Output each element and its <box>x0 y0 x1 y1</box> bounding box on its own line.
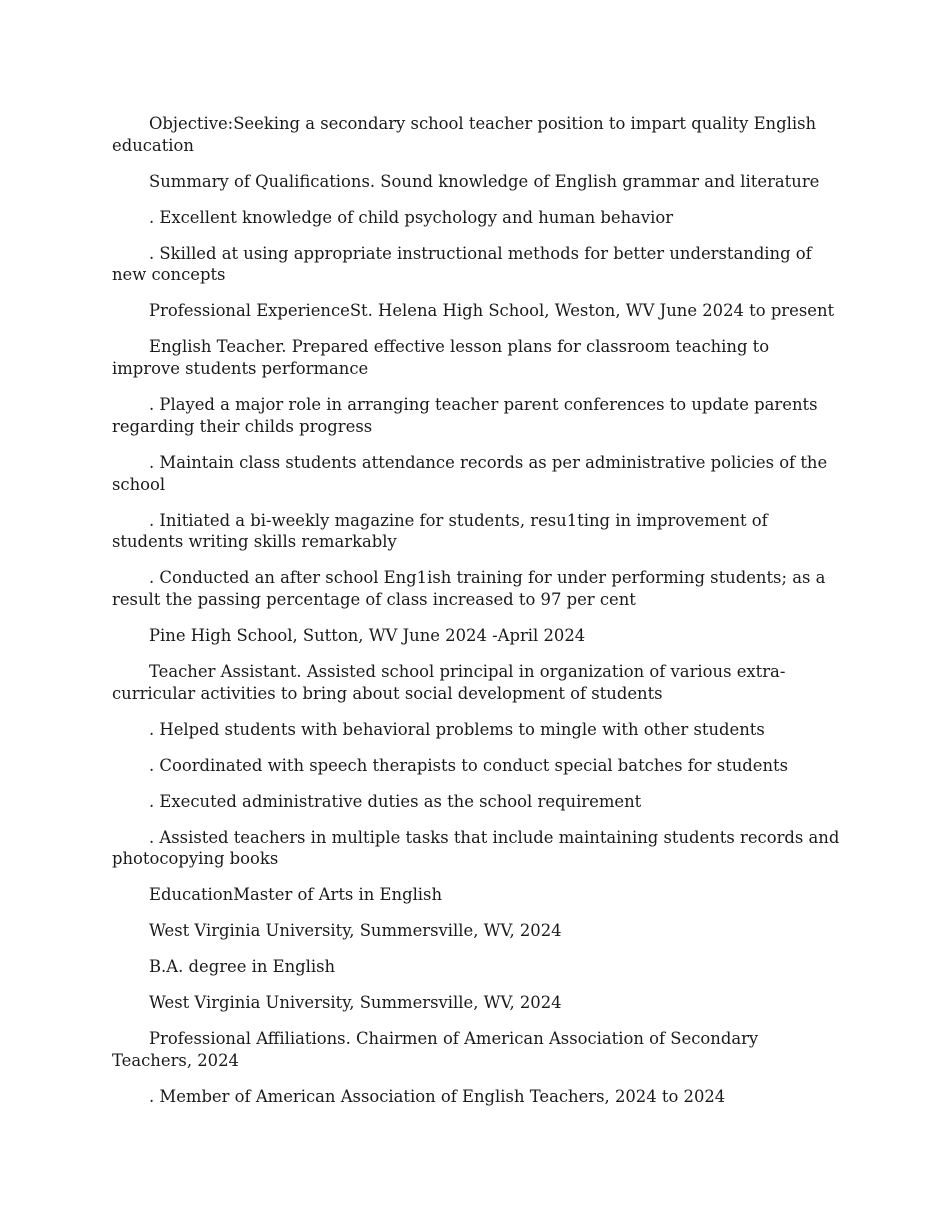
experience-item: . Played a major role in arranging teacher parent conferences to update parents regarding their childs progress <box>112 395 818 436</box>
experience-item: . Initiated a bi-weekly magazine for students, resu1ting in improvement of students writing skills remarkably <box>112 510 768 552</box>
affiliations-heading: Professional Affiliations. Chairmen of American Association of Secondary Teachers, 2024 <box>112 1029 759 1071</box>
experience-item: . Conducted an after school Eng1ish training for under performing students; as a result the passing percentage of class increased to 97 per cent <box>112 568 826 609</box>
education-item: B.A. degree in English <box>149 957 336 977</box>
experience-item: Teacher Assistant. Assisted school principal in organization of various extra-curricular activities to bring about social development of students <box>112 661 786 703</box>
experience-item: . Executed administrative duties as the school requirement <box>149 791 642 811</box>
education-heading: EducationMaster of Arts in English <box>149 885 443 905</box>
resume-body <box>112 113 840 1122</box>
affiliation-item: . Member of American Association of English Teachers, 2024 to 2024 <box>149 1087 726 1107</box>
experience-item: English Teacher. Prepared effective lesson plans for classroom teaching to improve students performance <box>112 337 770 379</box>
employer-line: Pine High School, Sutton, WV June 2024 -April 2024 <box>149 625 586 645</box>
qualifications-summary: Summary of Qualifications. Sound knowledge of English grammar and literature <box>149 171 820 191</box>
qualification-item: . Skilled at using appropriate instructional methods for better understanding of new concepts <box>112 243 812 285</box>
education-item: West Virginia University, Summersville, WV, 2024 <box>149 993 562 1013</box>
experience-item: . Maintain class students attendance records as per administrative policies of the school <box>112 452 828 494</box>
experience-heading: Professional ExperienceSt. Helena High School, Weston, WV June 2024 to present <box>149 301 835 321</box>
qualification-item: . Excellent knowledge of child psychology and human behavior <box>149 207 674 227</box>
experience-item: . Assisted teachers in multiple tasks that include maintaining students records and photocopying books <box>112 827 840 869</box>
objective-paragraph: Objective:Seeking a secondary school teacher position to impart quality English education <box>112 114 817 155</box>
education-item: West Virginia University, Summersville, WV, 2024 <box>149 921 562 941</box>
experience-item: . Helped students with behavioral problems to mingle with other students <box>149 719 765 739</box>
experience-item: . Coordinated with speech therapists to conduct special batches for students <box>149 755 788 775</box>
